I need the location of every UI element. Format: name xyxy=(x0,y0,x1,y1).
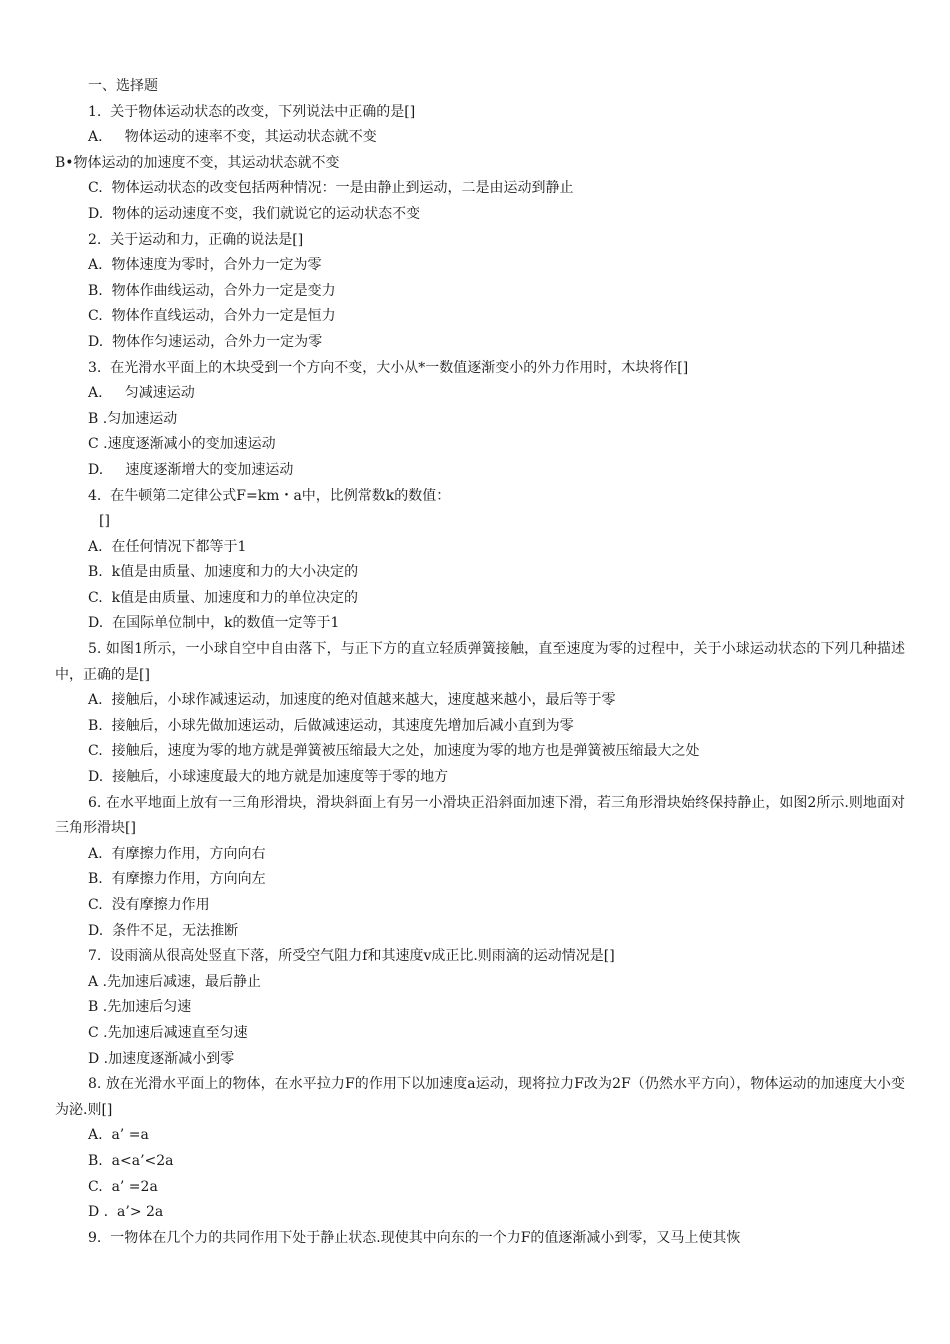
question-2-option-d: D. 物体作匀速运动，合外力一定为零 xyxy=(88,333,323,350)
question-2-option-b: B. 物体作曲线运动，合外力一定是变力 xyxy=(88,282,336,299)
question-4-answer-bracket: [] xyxy=(99,513,110,530)
question-8-option-d: D . a’> 2a xyxy=(88,1204,164,1221)
question-5-option-b: B. 接触后，小球先做加速运动，后做减速运动，其速度先增加后减小直到为零 xyxy=(88,717,574,734)
question-4-option-d: D. 在国际单位制中，k的数值一定等于1 xyxy=(88,615,340,632)
question-8-option-c: C. a’ =2a xyxy=(88,1178,158,1195)
question-3-stem: 3. 在光滑水平面上的木块受到一个方向不变，大小从*一数值逐渐变小的外力作用时，木块将作[] xyxy=(88,359,689,376)
question-6-option-c: C. 没有摩擦力作用 xyxy=(88,897,210,913)
question-7-option-a: A .先加速后减速，最后静止 xyxy=(88,973,262,990)
question-8-option-a: A. a’ =a xyxy=(88,1127,149,1144)
question-4-stem: 4. 在牛顿第二定律公式F=km・a中，比例常数k的数值： xyxy=(88,487,451,504)
question-4-option-c: C. k值是由质量、加速度和力的单位决定的 xyxy=(88,589,359,606)
question-2-stem: 2. 关于运动和力，正确的说法是[] xyxy=(88,231,304,248)
document-content xyxy=(55,74,905,1251)
question-9-stem: 9. 一物体在几个力的共同作用下处于静止状态.现使其中向东的一个力F的值逐渐减小到零，又马上使其恢 xyxy=(88,1229,741,1246)
question-7-option-c: C .先加速后减速直至匀速 xyxy=(88,1024,248,1041)
question-3-option-d: D. 速度逐渐增大的变加速运动 xyxy=(88,461,294,478)
question-3-option-b: B .匀加速运动 xyxy=(88,410,178,427)
question-8-option-b: B. a<a’<2a xyxy=(88,1152,174,1169)
question-5-option-c: C. 接触后，速度为零的地方就是弹簧被压缩最大之处，加速度为零的地方也是弹簧被压缩最大之处 xyxy=(88,743,700,760)
question-6-stem: 6. 在水平地面上放有一三角形滑块，滑块斜面上有另一小滑块正沿斜面加速下滑，若三角形滑块始终保持静止，如图2所示.则地面对三角形滑块[] xyxy=(55,794,905,837)
question-8-stem: 8. 放在光滑水平面上的物体，在水平拉力F的作用下以加速度a运动，现将拉力F改为2F（仍然水平方向），物体运动的加速度大小变为泌.则[] xyxy=(55,1076,905,1118)
question-5-option-a: A. 接触后，小球作减速运动，加速度的绝对值越来越大，速度越来越小，最后等于零 xyxy=(88,692,616,709)
question-6-option-a: A. 有摩擦力作用，方向向右 xyxy=(88,845,266,862)
question-4-option-a: A. 在任何情况下都等于1 xyxy=(88,538,247,555)
question-4-option-b: B. k值是由质量、加速度和力的大小决定的 xyxy=(88,564,359,581)
question-3-option-a: A. 匀减速运动 xyxy=(88,385,195,402)
question-1-stem: 1. 关于物体运动状态的改变，下列说法中正确的是[] xyxy=(88,103,416,120)
question-1-option-d: D. 物体的运动速度不变，我们就说它的运动状态不变 xyxy=(88,205,421,222)
question-1-option-c: C. 物体运动状态的改变包括两种情况：一是由静止到运动，二是由运动到静止 xyxy=(88,180,574,197)
question-6-option-b: B. 有摩擦力作用，方向向左 xyxy=(88,871,266,888)
question-7-option-d: D .加速度逐渐减小到零 xyxy=(88,1050,235,1067)
question-7-option-b: B .先加速后匀速 xyxy=(88,999,192,1016)
question-1-option-a: A. 物体运动的速率不变，其运动状态就不变 xyxy=(88,129,377,146)
question-5-stem: 5. 如图1所示，一小球自空中自由落下，与正下方的直立轻质弹簧接触，直至速度为零的过程中，关于小球运动状态的下列几种描述中，正确的是[] xyxy=(55,641,905,683)
question-3-option-c: C .速度逐渐减小的变加速运动 xyxy=(88,436,276,453)
question-2-option-c: C. 物体作直线运动，合外力一定是恒力 xyxy=(88,308,336,325)
question-5-option-d: D. 接触后，小球速度最大的地方就是加速度等于零的地方 xyxy=(88,769,449,786)
question-6-option-d: D. 条件不足，无法推断 xyxy=(88,922,239,939)
question-1-option-b: B•物体运动的加速度不变，其运动状态就不变 xyxy=(55,154,340,171)
question-2-option-a: A. 物体速度为零时，合外力一定为零 xyxy=(88,257,322,274)
question-7-stem: 7. 设雨滴从很高处竖直下落，所受空气阻力f和其速度v成正比.则雨滴的运动情况是[] xyxy=(88,948,615,965)
section-title: 一、选择题 xyxy=(88,78,158,94)
